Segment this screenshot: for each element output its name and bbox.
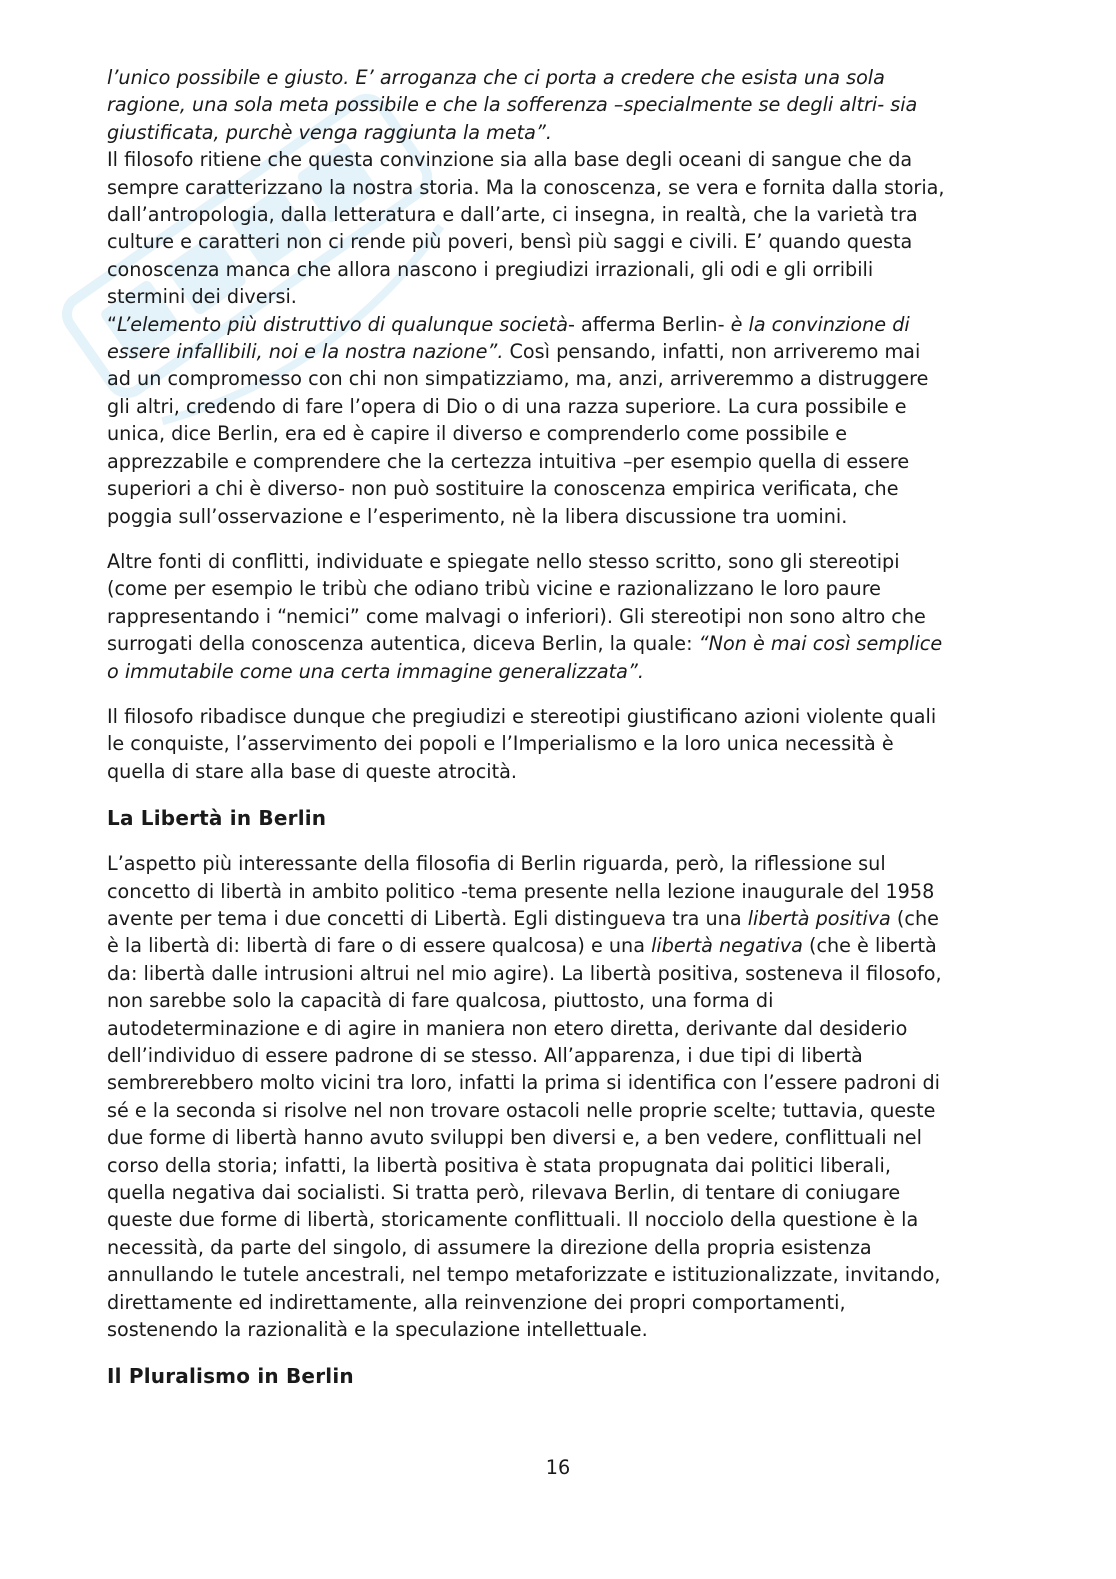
text-run: corso della storia; infatti, la libertà positiva è stata propugnata dai politici liberali, — [107, 1153, 891, 1177]
text-run: dall’antropologia, dalla letteratura e dall’arte, ci insegna, in realtà, che la varietà tra — [107, 203, 918, 227]
text-run: sembrerebbero molto vicini tra loro, infatti la prima si identifica con l’essere padroni di — [107, 1071, 940, 1095]
text-run: quella di stare alla base di queste atrocità. — [107, 759, 517, 783]
text-run: necessità, da parte del singolo, di assumere la direzione della propria esistenza — [107, 1235, 872, 1259]
text-run: annullando le tutele ancestrali, nel tempo metaforizzate e istituzionalizzate, invitando, — [107, 1263, 941, 1287]
body-paragraph — [107, 850, 1007, 1343]
text-run: ad un compromesso con chi non simpatizziamo, ma, anzi, arriveremmo a distruggere — [107, 367, 929, 391]
italic-text: L’elemento più distruttivo di qualunque società — [116, 312, 568, 336]
text-run: apprezzabile e comprendere che la certezza intuitiva –per esempio quella di essere — [107, 449, 910, 473]
text-run: le conquiste, l’asservimento dei popoli e l’Imperialismo e la loro unica necessità è — [107, 732, 894, 756]
body-paragraph — [107, 548, 1007, 685]
italic-text: “Non è mai così semplice — [698, 632, 943, 656]
text-run: Altre fonti di conflitti, individuate e spiegate nello stesso scritto, sono gli stereotipi — [107, 549, 900, 573]
section-heading: La Libertà in Berlin — [107, 806, 327, 831]
text-run: (che — [890, 906, 939, 930]
text-run: Il filosofo ritiene che questa convinzione sia alla base degli oceani di sangue che da — [107, 148, 913, 172]
italic-text: l’unico possibile e giusto. E’ arroganza che ci porta a credere che esista una sola — [107, 66, 885, 89]
body-paragraph — [107, 703, 1007, 785]
text-run: Così pensando, infatti, non arriveremo mai — [503, 340, 921, 364]
text-run: stermini dei diversi. — [107, 285, 297, 309]
text-run: (come per esempio le tribù che odiano tribù vicine e razionalizzano le loro paure — [107, 577, 881, 601]
text-run: superiori a chi è diverso- non può sostituire la conoscenza empirica verificata, che — [107, 477, 899, 501]
text-run: (che è libertà — [802, 934, 937, 958]
text-run: gli altri, credendo di fare l’opera di Dio o di una razza superiore. La cura possibile e — [107, 394, 907, 418]
text-run: non sarebbe solo la capacità di fare qualcosa, piuttosto, una forma di — [107, 989, 774, 1013]
italic-text: libertà positiva — [747, 906, 891, 930]
text-run: culture e caratteri non ci rende più poveri, bensì più saggi e civili. E’ quando questa — [107, 230, 913, 254]
text-run: concetto di libertà in ambito politico -tema presente nella lezione inaugurale del 1958 — [107, 879, 935, 903]
section-heading: Il Pluralismo in Berlin — [107, 1364, 354, 1389]
text-run: sostenendo la razionalità e la speculazione intellettuale. — [107, 1318, 648, 1342]
text-run: due forme di libertà hanno avuto sviluppi ben diversi e, a ben vedere, conflittuali nel — [107, 1126, 922, 1150]
italic-text: o immutabile come una certa immagine generalizzata”. — [107, 659, 644, 683]
text-run: unica, dice Berlin, era ed è capire il diverso e comprenderlo come possibile e — [107, 422, 848, 446]
italic-text: giustificata, purchè venga raggiunta la meta”. — [107, 120, 552, 144]
text-run: “ — [107, 312, 117, 336]
italic-text: essere infallibili, noi e la nostra nazione”. — [107, 340, 504, 364]
text-run: rappresentando i “nemici” come malvagi o inferiori). Gli stereotipi non sono altro che — [107, 604, 926, 628]
text-run: Il filosofo ribadisce dunque che pregiudizi e stereotipi giustificano azioni violente quali — [107, 704, 937, 728]
text-run: - afferma Berlin- — [567, 312, 731, 336]
text-run: dell’individuo di essere padrone di se stesso. All’apparenza, i due tipi di libertà — [107, 1044, 863, 1067]
page-number: 16 — [545, 1456, 571, 1479]
text-run: autodeterminazione e di agire in maniera non etero diretta, derivante dal desiderio — [107, 1016, 908, 1040]
text-run: è la libertà di: libertà di fare o di essere qualcosa) e una — [107, 934, 652, 958]
page-content — [107, 64, 1007, 1390]
text-run: direttamente ed indirettamente, alla reinvenzione dei propri comportamenti, — [107, 1290, 846, 1314]
text-run: conoscenza manca che allora nascono i pregiudizi irrazionali, gli odi e gli orribili — [107, 257, 874, 281]
italic-text: è la convinzione di — [730, 312, 910, 336]
text-run: L’aspetto più interessante della filosofia di Berlin riguarda, però, la riflessione sul — [107, 852, 886, 876]
text-run: quella negativa dai socialisti. Si tratta però, rilevava Berlin, di tentare di coniugare — [107, 1181, 901, 1205]
text-run: sé e la seconda si risolve nel non trovare ostacoli nelle proprie scelte; tuttavia, queste — [107, 1098, 936, 1122]
text-run: avente per tema i due concetti di Libertà. Egli distingueva tra una — [107, 906, 748, 930]
text-run: surrogati della conoscenza autentica, diceva Berlin, la quale: — [107, 632, 699, 656]
text-run: sempre caratterizzano la nostra storia. Ma la conoscenza, se vera e fornita dalla storia, — [107, 175, 945, 199]
body-paragraph — [107, 64, 1007, 530]
italic-text: ragione, una sola meta possibile e che la sofferenza –specialmente se degli altri- sia — [107, 93, 918, 117]
text-run: da: libertà dalle intrusioni altrui nel mio agire). La libertà positiva, sosteneva il filosofo, — [107, 961, 942, 985]
text-run: queste due forme di libertà, storicamente conflittuali. Il nocciolo della questione è la — [107, 1208, 919, 1232]
italic-text: libertà negativa — [651, 934, 803, 958]
text-run: poggia sull’osservazione e l’esperimento, nè la libera discussione tra uomini. — [107, 504, 848, 528]
